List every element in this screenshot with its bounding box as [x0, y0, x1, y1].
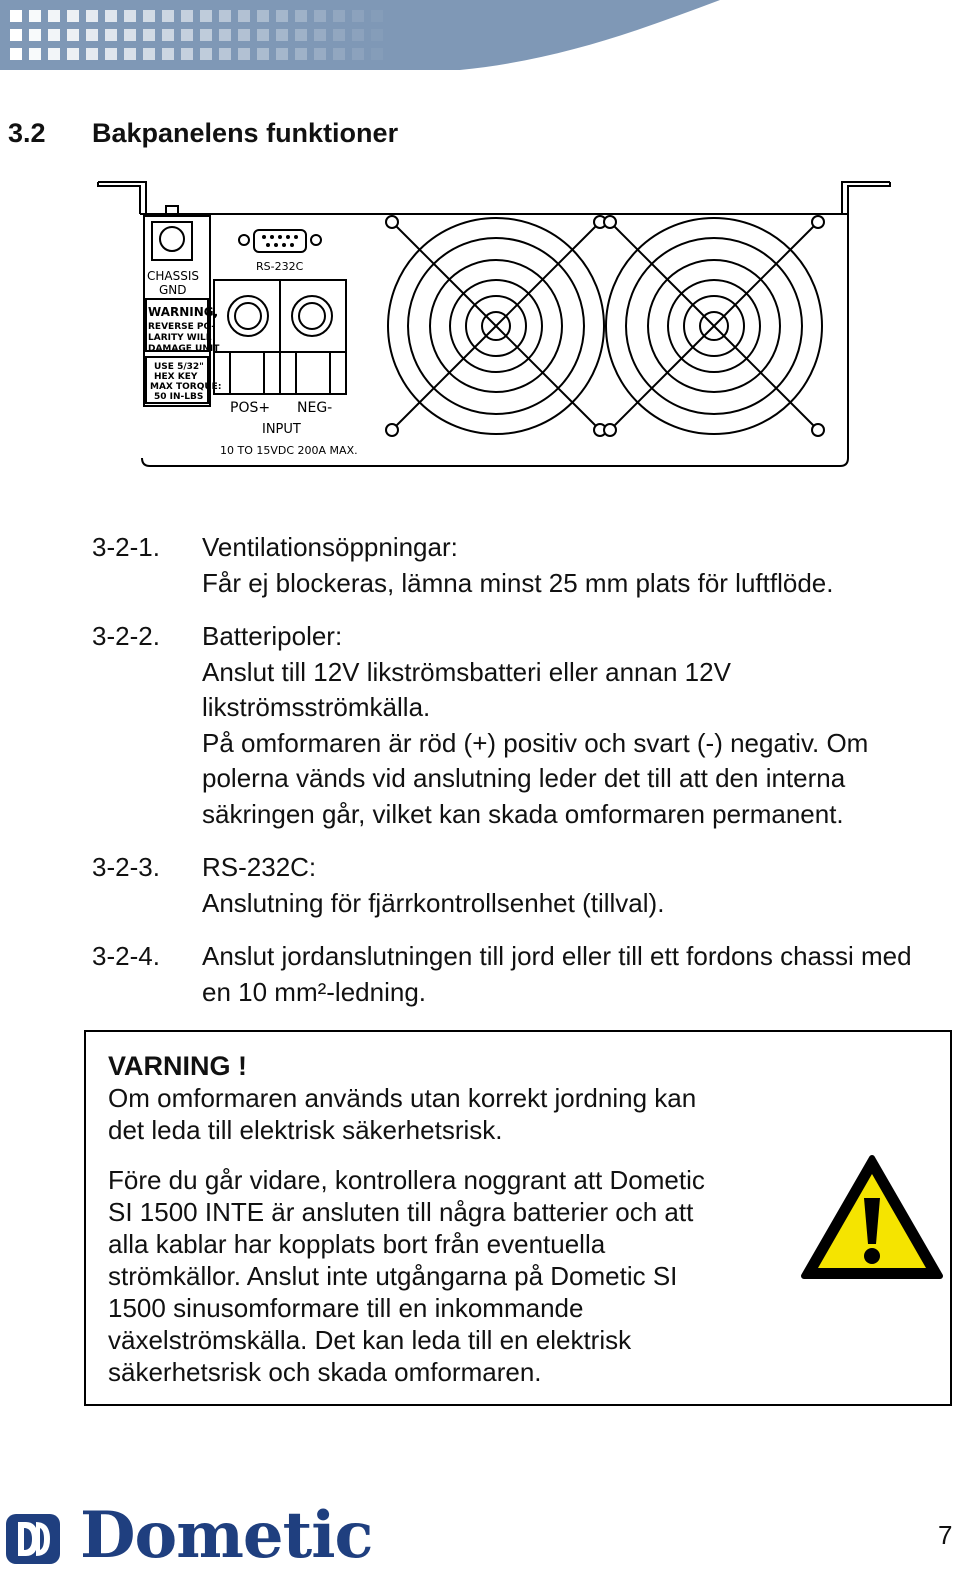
warning-line: Före du går vidare, kontrollera noggrant att Dometic — [108, 1165, 705, 1195]
header-dot — [219, 29, 231, 41]
header-dot — [124, 10, 136, 22]
panel-warning-line: WARNING, — [148, 305, 219, 319]
header-dot — [124, 48, 136, 60]
list-item — [92, 530, 957, 601]
warning-box — [84, 1030, 952, 1406]
header-dot — [162, 29, 174, 41]
list-item — [92, 939, 957, 1010]
header-dot — [67, 48, 79, 60]
header-dot — [257, 10, 269, 22]
item-line: Får ej blockeras, lämna minst 25 mm plats för luftflöde. — [202, 567, 834, 598]
warning-line: växelströmskälla. Det kan leda till en elektrisk — [108, 1325, 632, 1355]
header-dot — [352, 10, 364, 22]
header-dot — [86, 48, 98, 60]
header-dot — [48, 48, 60, 60]
panel-warning-line: LARITY WILL — [148, 333, 212, 343]
header-dot — [10, 10, 22, 22]
neg-label: NEG- — [297, 400, 333, 416]
list-item — [92, 850, 957, 921]
header-dot — [143, 29, 155, 41]
pos-label: POS+ — [230, 400, 271, 416]
header-dot — [86, 29, 98, 41]
header-dot — [219, 48, 231, 60]
warning-text — [108, 1050, 788, 1388]
item-number: 3-2-3. — [92, 852, 160, 882]
header-dot — [276, 10, 288, 22]
panel-use-line: 50 IN-LBS — [154, 392, 204, 402]
header-dot — [67, 10, 79, 22]
header-dot — [67, 29, 79, 41]
header-dot — [29, 10, 41, 22]
header-dot — [333, 29, 345, 41]
warning-line: alla kablar har kopplats bort från eventuella — [108, 1229, 606, 1259]
gnd-label: GND — [159, 283, 187, 297]
item-line: en 10 mm²-ledning. — [202, 976, 426, 1007]
header-dot — [86, 10, 98, 22]
header-dot — [276, 29, 288, 41]
header-dot — [143, 48, 155, 60]
section-title: Bakpanelens funktioner — [92, 118, 399, 148]
header-dot — [257, 29, 269, 41]
header-dot — [257, 48, 269, 60]
header-dot — [238, 48, 250, 60]
header-dot — [295, 48, 307, 60]
ventilation-fan-grille — [386, 216, 606, 436]
header-band — [0, 0, 960, 76]
warning-paragraph-1 — [108, 1082, 788, 1146]
header-dot — [333, 10, 345, 22]
warning-line: Om omformaren används utan korrekt jordning kan — [108, 1083, 697, 1113]
header-dot — [371, 10, 383, 22]
warning-line: 1500 sinusomformare till en inkommande — [108, 1293, 584, 1323]
ventilation-fan-grille — [604, 216, 824, 436]
panel-use-line: MAX TORQUE: — [150, 382, 222, 392]
item-line: RS-232C: — [202, 852, 317, 882]
item-number: 3-2-4. — [92, 941, 160, 971]
panel-use-line: USE 5/32" — [154, 362, 204, 372]
item-body — [202, 850, 957, 921]
header-dot — [200, 48, 212, 60]
item-number: 3-2-2. — [92, 621, 160, 651]
header-dot — [352, 48, 364, 60]
warning-triangle-icon — [800, 1152, 945, 1282]
page-number: 7 — [938, 1520, 953, 1550]
warning-line: strömkällor. Anslut inte utgångarna på Dometic SI — [108, 1261, 678, 1291]
item-body — [202, 530, 957, 601]
header-dot — [105, 48, 117, 60]
back-panel-diagram — [94, 176, 894, 476]
header-dot — [314, 48, 326, 60]
function-list — [92, 530, 957, 1028]
item-number: 3-2-1. — [92, 532, 160, 562]
warning-paragraph-2 — [108, 1164, 788, 1388]
header-dot — [29, 29, 41, 41]
header-dot — [10, 48, 22, 60]
header-dot — [200, 10, 212, 22]
header-dot — [181, 29, 193, 41]
panel-warning-line: REVERSE PO- — [148, 322, 216, 332]
header-dot — [371, 29, 383, 41]
header-dot — [352, 29, 364, 41]
header-dot — [276, 48, 288, 60]
header-dot — [314, 29, 326, 41]
header-dot — [105, 29, 117, 41]
warning-line: det leda till elektrisk säkerhetsrisk. — [108, 1115, 503, 1145]
input-label: INPUT — [262, 422, 301, 437]
header-dot — [48, 10, 60, 22]
item-line: Anslut jordanslutningen till jord eller till ett fordons chassi med — [202, 941, 912, 971]
header-dot — [48, 29, 60, 41]
header-dot — [238, 29, 250, 41]
header-dot — [143, 10, 155, 22]
header-dot — [162, 48, 174, 60]
item-line: säkringen går, vilket kan skada omformaren permanent. — [202, 798, 844, 829]
header-dot — [295, 29, 307, 41]
header-dot — [238, 10, 250, 22]
item-line: På omformaren är röd (+) positiv och svart (-) negativ. Om — [202, 727, 869, 758]
item-line: Ventilationsöppningar: — [202, 532, 458, 562]
header-dot — [295, 10, 307, 22]
header-dot — [181, 48, 193, 60]
brand-name: Dometic — [80, 1498, 373, 1573]
item-line: polerna vänds vid anslutning leder det till att den interna — [202, 763, 846, 793]
item-line: Anslut till 12V likströmsbatteri eller annan 12V — [202, 656, 731, 687]
item-body — [202, 619, 957, 832]
header-dot — [371, 48, 383, 60]
item-line: Anslutning för fjärrkontrollsenhet (tillval). — [202, 887, 665, 918]
header-dot — [10, 29, 22, 41]
rs232c-label: RS-232C — [256, 260, 304, 273]
item-body — [202, 939, 957, 1010]
header-dot — [162, 10, 174, 22]
list-item — [92, 619, 957, 832]
warning-line: SI 1500 INTE är ansluten till några batterier och att — [108, 1197, 694, 1227]
header-dot — [200, 29, 212, 41]
panel-use-line: HEX KEY — [154, 372, 198, 382]
warning-line: säkerhetsrisk och skada omformaren. — [108, 1357, 542, 1387]
input-rating-label: 10 TO 15VDC 200A MAX. — [220, 444, 358, 457]
header-dot — [124, 29, 136, 41]
header-dot — [181, 10, 193, 22]
header-dot — [219, 10, 231, 22]
item-line: likströmsströmkälla. — [202, 692, 431, 722]
warning-title: VARNING ! — [108, 1051, 247, 1081]
item-line: Batteripoler: — [202, 621, 343, 651]
header-dot — [105, 10, 117, 22]
chassis-label: CHASSIS — [147, 269, 200, 283]
header-dot — [29, 48, 41, 60]
section-number: 3.2 — [8, 118, 46, 148]
panel-warning-line: DAMAGE UNIT — [148, 344, 220, 354]
header-dot — [314, 10, 326, 22]
header-dot — [333, 48, 345, 60]
